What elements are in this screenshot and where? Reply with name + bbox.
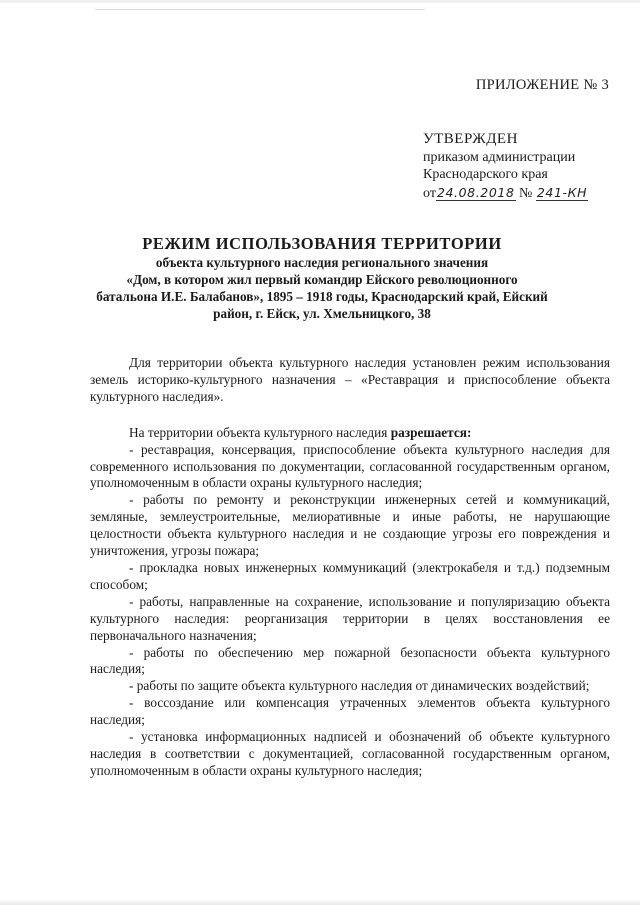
intro-paragraph: Для территории объекта культурного наследия установлен режим использования земель историко-культурного назначения – «Реставрация и приспособление объекта культурного наследия». (90, 355, 610, 404)
list-item: - установка информационных надписей и обозначений об объекте культурного наследия в соответствии с документацией, согласованной государственным органом, уполномоченным в области охраны культурного наследия; (90, 729, 610, 778)
subtitle-line-2: «Дом, в котором жил первый командир Ейского революционного (126, 272, 518, 287)
list-item: - работы по защите объекта культурного наследия от динамических воздействий; (129, 678, 590, 694)
allowed-intro (90, 425, 610, 442)
list-item: - работы по ремонту и реконструкции инженерных сетей и коммуникаций, земляные, землеустроительные, мелиоративные и иные работы, не нарушающие целостности объекта культурного наследия и не создающие угрозы его повреждения и уничтожения, угрозы пожара; (90, 492, 610, 559)
scan-edge-bottom (0, 899, 640, 905)
order-from-prefix: от (423, 185, 436, 201)
order-number-prefix: № (519, 185, 533, 201)
approval-block (423, 131, 588, 202)
allowed-intro-bold: разрешается: (390, 424, 472, 440)
allowed-intro-text: На территории объекта культурного наследия (129, 424, 388, 440)
list-item: - воссоздание или компенсация утраченных элементов объекта культурного наследия; (90, 695, 610, 728)
approval-line-2: Краснодарского края (423, 167, 548, 182)
scan-edge-top (0, 0, 640, 3)
list-item: - прокладка новых инженерных коммуникаций (электрокабеля и т.д.) подземным способом; (90, 559, 610, 592)
order-number-handwritten: 241-КН (536, 184, 588, 200)
order-date-handwritten: 24.08.2018 (436, 184, 515, 200)
paragraph-gap (90, 406, 610, 425)
subtitle-line-4: район, г. Ейск, ул. Хмельницкого, 38 (213, 306, 431, 321)
title-block (72, 234, 572, 322)
approval-line-1: приказом администрации (423, 149, 576, 165)
document-body (90, 355, 610, 780)
approved-heading: УТВЕРЖДЕН (423, 131, 518, 147)
order-line (423, 184, 588, 203)
document-title: РЕЖИМ ИСПОЛЬЗОВАНИЯ ТЕРРИТОРИИ (142, 234, 502, 253)
subtitle-line-3: батальона И.Е. Балабанов», 1895 – 1918 годы, Краснодарский край, Ейский (96, 289, 548, 304)
scan-artifact-top (95, 9, 425, 10)
list-item: - реставрация, консервация, приспособление объекта культурного наследия для современного использования по документации, согласованной государственным органом, уполномоченным в области охраны культурного наследия; (90, 441, 610, 491)
list-item: - работы, направленные на сохранение, использование и популяризацию объекта культурного наследия: реорганизация территории в целях восстановления ее первоначального назначения; (90, 593, 610, 643)
appendix-label: ПРИЛОЖЕНИЕ № 3 (475, 77, 609, 93)
list-item: - работы по обеспечению мер пожарной безопасности объекта культурного наследия; (90, 644, 610, 677)
subtitle-line-1: объекта культурного наследия регионального значения (155, 255, 489, 270)
